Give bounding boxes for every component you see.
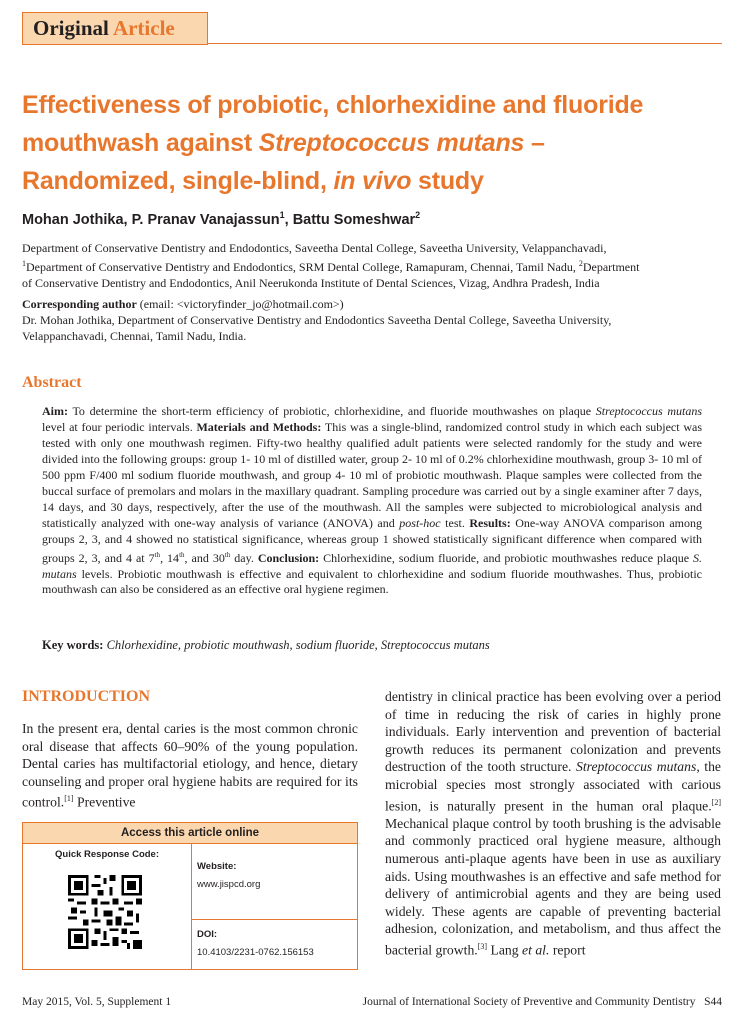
title-line-3: Randomized, single-blind, in vivo study: [22, 167, 484, 195]
abstract-body: Aim: To determine the short-term efficiency of probiotic, chlorhexidine, and fluoride mouthwashes on plaque Streptococcus mutans level at four periodic intervals. Materials and Methods: This was a single-blind, randomized control study in which each subject was tested with only one mouthwash regimen. Fifty-two healthy qualified adult patients were selected randomly for the study and were divided into the following groups: group 1- 10 ml of distilled water, group 2- 10 ml of 0.2% chlorhexidine mouthwash, group 3- 10 ml of 500 ppm F/400 ml sodium fluoride mouthwash, and group 4- 10 ml of probiotic mouthwash. Plaque samples were collected from the buccal surface of premolars and molars in the maxillary quadrant. Sampling procedure was carried out by a single examiner after 7 days, 14 days, and 30 days, respectively, after the use of the mouthwash. All the samples were subjected to microbiological analysis and statistically analyzed with one-way analysis of variance (ANOVA) and post-hoc test. Results: One-way ANOVA comparison among groups 2, 3, and 4 showed no statistical significance, whereas group 1 showed statistically significant difference when compared with groups 2, 3, and 4 at 7th, 14th, and 30th day. Conclusion: Chlorhexidine, sodium fluoride, and probiotic mouthwashes reduce plaque S. mutans levels. Probiotic mouthwash is effective and equivalent to chlorhexidine and sodium fluoride mouthwashes. Thus, probiotic mouthwash can also be considered as an effective oral hygiene regimen.: [42, 404, 703, 597]
author-list: Mohan Jothika, P. Pranav Vanajassun$^1$, Battu Someshwar$^2$: [22, 210, 421, 228]
article-title: [22, 86, 712, 200]
website-label: Website:: [197, 861, 237, 872]
footer-issue-info: May 2015, Vol. 5, Supplement 1: [22, 996, 172, 1008]
qr-code-label: Quick Response Code:: [55, 849, 159, 860]
access-article-box: [22, 822, 358, 970]
corresponding-email: (email: <victoryfinder_jo@hotmail.com>): [136, 297, 344, 311]
doi-label: DOI:: [197, 929, 218, 940]
keywords: Key words: Chlorhexidine, probiotic mouthwash, sodium fluoride, Streptococcus mutans: [42, 638, 490, 652]
header-rule: [208, 43, 722, 44]
introduction-heading: INTRODUCTION: [22, 688, 151, 705]
tag-word-article: Article: [112, 16, 175, 40]
affiliations: Department of Conservative Dentistry and Endodontics, Saveetha Dental College, Saveetha University, Velappanchavadi, $^1$Department of Conservative Dentistry and Endodontics, SRM Dental College, Ramapuram, Chennai, Tamil Nadu, $^2$Department of Conservative Dentistry and Endodontics, Anil Neerukonda Institute of Dental Sciences, Vizag, Andhra Pradesh, India: [22, 241, 640, 290]
title-line-1: Effectiveness of probiotic, chlorhexidine and fluoride: [22, 91, 644, 119]
access-box-divider-h: [192, 919, 358, 920]
doi-link[interactable]: 10.4103/2231-0762.156153: [197, 947, 314, 958]
tag-word-original: Original: [33, 16, 109, 40]
article-type-tag: [22, 12, 208, 45]
intro-column-1: In the present era, dental caries is the most common chronic oral disease that affects 60–90% of the young population. Dental caries has multifactorial etiology, and hence, dietary counseling and proper oral hygiene habits are required for its control.[1] Preventive: [22, 721, 358, 810]
corresponding-author: Corresponding author (email: <victoryfinder_jo@hotmail.com>) Dr. Mohan Jothika, Department of Conservative Dentistry and Endodontics Saveetha Dental College, Saveetha University, Velappanchavadi, Chennai, Tamil Nadu, India.: [22, 297, 612, 343]
footer-journal-name: Journal of International Society of Preventive and Community Dentistry S44: [362, 996, 722, 1008]
qr-code-icon[interactable]: [68, 875, 142, 949]
access-box-title: Access this article online: [23, 823, 357, 844]
intro-column-2: dentistry in clinical practice has been evolving over a period of time in reducing the risk of caries in highly prone individuals. Early intervention and prevention of bacterial growth reduces its permanent colonization and prevents destruction of the tooth structure. Streptococcus mutans, the microbial species most strongly associated with carious lesion, is naturally present in the human oral plaque.[2] Mechanical plaque control by tooth brushing is the advisable and commonly practiced oral hygiene measure, although numerous anti-plaque agents have been in use as auxiliary aids. Using mouthwashes is an effective and safe method for delivery of antimicrobial agents and they are being used widely. These agents are capable of preventing bacterial adhesion, colonization, and metabolism, and thus affect the bacterial growth.[3] Lang et al. report: [385, 689, 721, 958]
abstract-heading: Abstract: [22, 374, 82, 391]
access-box-divider: [191, 844, 192, 970]
title-line-2: mouthwash against Streptococcus mutans –: [22, 129, 545, 157]
website-link[interactable]: www.jispcd.org: [197, 879, 261, 890]
